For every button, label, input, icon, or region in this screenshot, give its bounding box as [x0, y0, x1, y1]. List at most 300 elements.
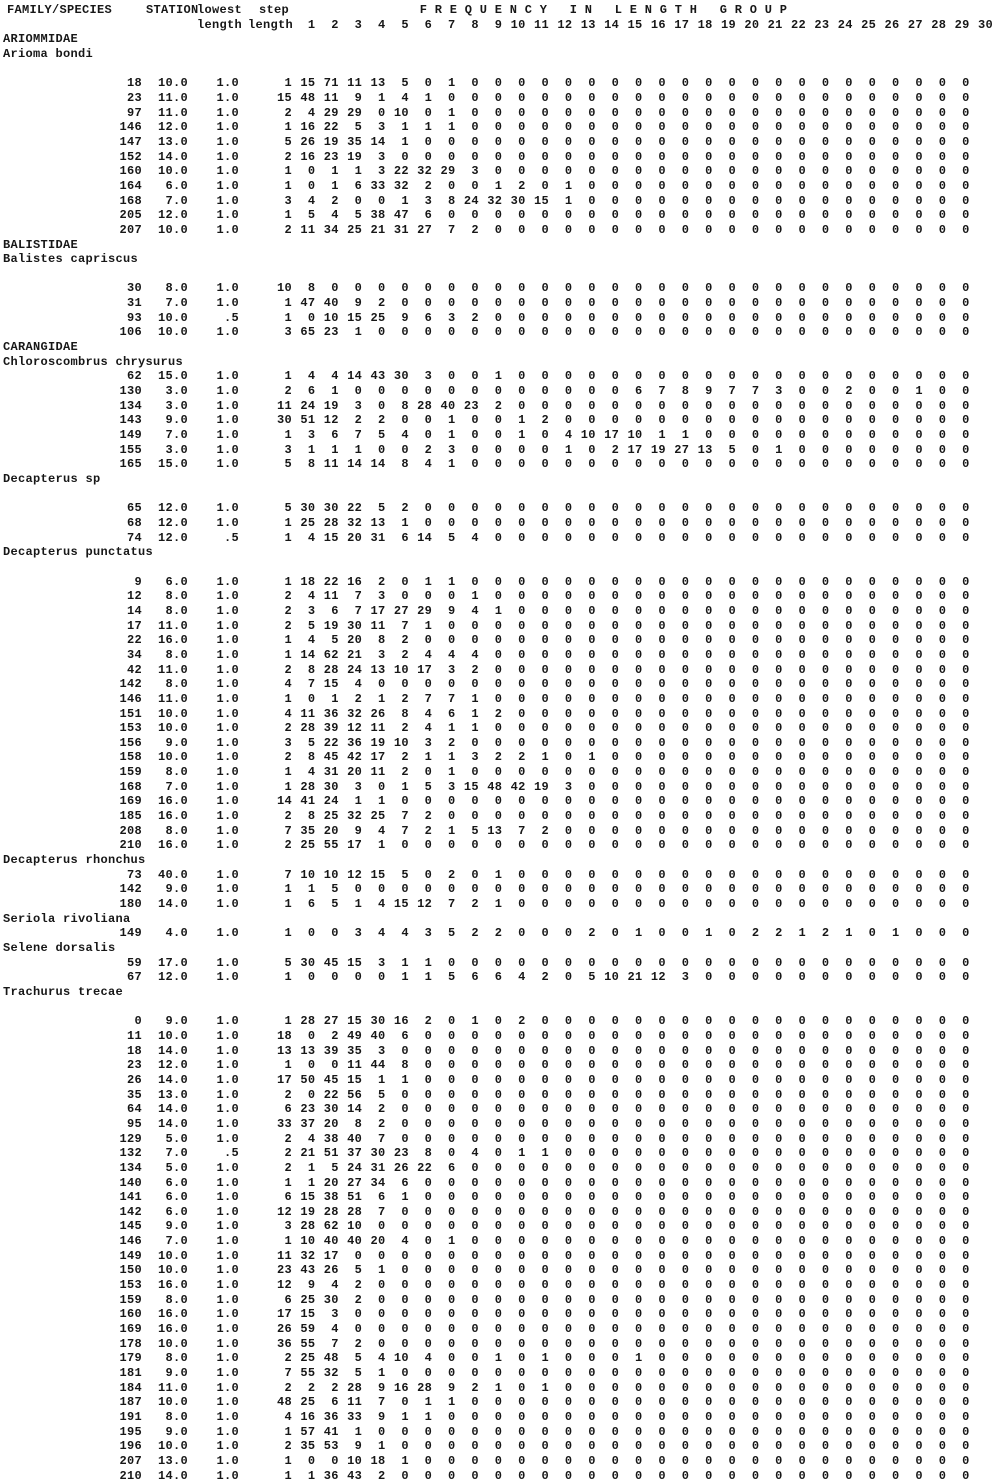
freq-cell: 62	[323, 647, 339, 662]
freq-cell: 0	[892, 1204, 900, 1219]
freq-cell: 0	[634, 325, 643, 340]
freq-cell: 0	[892, 1351, 900, 1366]
freq-cell: 22	[417, 1160, 433, 1175]
freq-cell: 0	[471, 1190, 479, 1205]
freq-cell: 0	[611, 574, 620, 589]
freq-cell: 0	[424, 589, 433, 604]
station-cell: 195	[119, 1424, 142, 1439]
freq-cell: 0	[845, 428, 853, 443]
freq-cell: 0	[962, 955, 970, 970]
data-row	[0, 692, 999, 707]
freq-cell: 0	[728, 178, 736, 193]
station-cell: 132	[119, 1146, 142, 1161]
freq-cell: 0	[354, 281, 363, 296]
freq-cell: 1	[284, 178, 292, 193]
freq-cell: 0	[868, 1160, 877, 1175]
freq-cell: 0	[938, 428, 947, 443]
freq-cell: 0	[938, 1087, 947, 1102]
freq-cell: 0	[611, 589, 620, 604]
lowest-length-cell: 11.0	[157, 691, 188, 706]
data-row	[0, 721, 999, 736]
freq-cell: 0	[518, 735, 526, 750]
species-name: Arioma bondi	[3, 46, 94, 61]
freq-cell: 0	[705, 794, 713, 809]
freq-cell: 0	[775, 1395, 783, 1410]
freq-cell: 0	[868, 1190, 877, 1205]
freq-cell: 0	[658, 867, 666, 882]
length-group-column-header: 22	[791, 17, 807, 32]
data-row	[0, 208, 999, 223]
freq-cell: 6	[448, 1160, 456, 1175]
freq-cell: 0	[541, 867, 550, 882]
freq-cell: 0	[798, 105, 807, 120]
freq-cell: 0	[634, 691, 643, 706]
freq-cell: 0	[681, 926, 690, 941]
lowest-length-cell: 14.0	[157, 1043, 188, 1058]
step-length-cell: 1.0	[216, 1058, 239, 1073]
freq-cell: 0	[634, 882, 643, 897]
freq-cell: 37	[300, 1116, 316, 1131]
station-cell: 165	[119, 457, 142, 472]
freq-cell: 0	[658, 794, 666, 809]
station-cell: 140	[119, 1175, 142, 1190]
freq-cell: 0	[401, 1322, 409, 1337]
freq-cell: 0	[938, 662, 947, 677]
freq-cell: 22	[393, 164, 409, 179]
station-cell: 185	[119, 809, 142, 824]
freq-cell: 30	[370, 1014, 386, 1029]
freq-cell: 0	[634, 296, 643, 311]
freq-cell: 0	[821, 1131, 830, 1146]
freq-cell: 1	[284, 1014, 292, 1029]
freq-cell: 0	[728, 1278, 736, 1293]
freq-cell: 0	[728, 325, 736, 340]
freq-cell: 0	[424, 1439, 433, 1454]
freq-cell: 0	[938, 384, 947, 399]
freq-cell: 0	[938, 691, 947, 706]
freq-cell: 0	[611, 398, 620, 413]
freq-cell: 10	[393, 662, 409, 677]
freq-cell: 0	[868, 1424, 877, 1439]
freq-cell: 0	[611, 882, 620, 897]
freq-cell: 0	[634, 1439, 643, 1454]
freq-cell: 15	[323, 530, 339, 545]
freq-cell: 0	[448, 369, 456, 384]
station-cell: 191	[119, 1410, 142, 1424]
step-length-cell: 1.0	[216, 384, 239, 399]
freq-cell: 0	[588, 1395, 596, 1410]
freq-cell: 0	[541, 618, 550, 633]
freq-cell: 0	[915, 281, 923, 296]
freq-cell: 0	[892, 222, 900, 237]
freq-cell: 0	[541, 633, 550, 648]
freq-cell: 1	[634, 926, 643, 941]
freq-cell: 0	[518, 1116, 526, 1131]
lowest-length-cell: 8.0	[165, 603, 188, 618]
freq-cell: 8	[401, 457, 409, 472]
freq-cell: 2	[354, 413, 363, 428]
freq-cell: 0	[448, 1468, 456, 1483]
freq-cell: 28	[323, 515, 339, 530]
freq-cell: 4	[401, 1234, 409, 1249]
data-row	[0, 956, 999, 971]
station-cell: 97	[126, 105, 142, 120]
freq-cell: 0	[658, 164, 666, 179]
data-row	[0, 1058, 999, 1073]
freq-cell: 0	[518, 384, 526, 399]
freq-cell: 0	[868, 501, 877, 516]
blank-row	[0, 1000, 999, 1015]
station-cell: 145	[119, 1219, 142, 1234]
freq-cell: 0	[915, 369, 923, 384]
freq-cell: 19	[323, 398, 339, 413]
freq-cell: 0	[424, 325, 433, 340]
freq-cell: 0	[564, 1468, 573, 1483]
freq-cell: 1	[541, 1351, 550, 1366]
freq-cell: 0	[938, 325, 947, 340]
freq-cell: 0	[821, 1204, 830, 1219]
freq-cell: 0	[494, 1278, 503, 1293]
freq-cell: 25	[347, 222, 363, 237]
freq-cell: 0	[681, 1043, 690, 1058]
freq-cell: 19	[370, 735, 386, 750]
freq-cell: 0	[775, 296, 783, 311]
freq-cell: 0	[938, 1468, 947, 1483]
freq-cell: 1	[705, 926, 713, 941]
freq-cell: 0	[541, 574, 550, 589]
freq-cell: 0	[681, 1351, 690, 1366]
freq-cell: 0	[611, 838, 620, 853]
freq-cell: 0	[658, 1395, 666, 1410]
lowest-header: lowest	[196, 3, 242, 17]
freq-cell: 0	[892, 1380, 900, 1395]
freq-cell: 0	[845, 76, 853, 91]
freq-cell: 7	[728, 384, 736, 399]
freq-cell: 0	[471, 1278, 479, 1293]
lowest-length-cell: 10.0	[157, 1263, 188, 1278]
freq-cell: 0	[681, 1410, 690, 1424]
freq-cell: 0	[868, 1175, 877, 1190]
freq-cell: 1	[541, 1146, 550, 1161]
freq-cell: 0	[658, 779, 666, 794]
freq-cell: 14	[347, 1102, 363, 1117]
freq-cell: 0	[938, 164, 947, 179]
data-row	[0, 281, 999, 296]
freq-cell: 0	[564, 1014, 573, 1029]
freq-cell: 0	[611, 647, 620, 662]
lowest-length-cell: 10.0	[157, 164, 188, 179]
freq-cell: 0	[541, 1175, 550, 1190]
freq-cell: 0	[868, 603, 877, 618]
freq-cell: 0	[892, 867, 900, 882]
freq-cell: 0	[868, 691, 877, 706]
freq-cell: 0	[424, 1292, 433, 1307]
step-length-cell: 1.0	[216, 603, 239, 618]
freq-cell: 0	[564, 1190, 573, 1205]
species-name: Balistes capriscus	[3, 252, 139, 267]
freq-cell: 1	[564, 178, 573, 193]
lowest-length-cell: 16.0	[157, 633, 188, 648]
freq-cell: 0	[775, 413, 783, 428]
freq-cell: 0	[868, 208, 877, 223]
freq-cell: 0	[448, 1043, 456, 1058]
freq-cell: 0	[938, 779, 947, 794]
data-row	[0, 1366, 999, 1381]
freq-cell: 0	[728, 647, 736, 662]
freq-cell: 0	[892, 1175, 900, 1190]
freq-cell: 7	[354, 428, 363, 443]
station-cell: 149	[119, 428, 142, 443]
freq-cell: 0	[494, 735, 503, 750]
freq-cell: 0	[705, 1058, 713, 1073]
freq-cell: 0	[798, 1424, 807, 1439]
freq-cell: 0	[681, 882, 690, 897]
freq-cell: 0	[775, 677, 783, 692]
freq-cell: 0	[845, 413, 853, 428]
freq-cell: 0	[681, 1248, 690, 1263]
freq-cell: 0	[401, 442, 409, 457]
freq-cell: 0	[938, 1072, 947, 1087]
freq-cell: 0	[845, 897, 853, 912]
freq-cell: 0	[915, 1116, 923, 1131]
freq-cell: 0	[518, 926, 526, 941]
freq-cell: 1	[377, 1072, 386, 1087]
freq-cell: 0	[448, 1219, 456, 1234]
freq-cell: 0	[658, 574, 666, 589]
freq-cell: 0	[658, 1336, 666, 1351]
freq-cell: 0	[821, 1219, 830, 1234]
freq-cell: 0	[588, 647, 596, 662]
freq-cell: 0	[471, 1160, 479, 1175]
data-row	[0, 413, 999, 428]
freq-cell: 0	[892, 970, 900, 985]
freq-cell: 0	[728, 530, 736, 545]
freq-cell: 0	[541, 1087, 550, 1102]
freq-cell: 23	[393, 1146, 409, 1161]
freq-cell: 0	[448, 1366, 456, 1381]
data-row	[0, 1351, 999, 1366]
freq-cell: 0	[705, 677, 713, 692]
lowest-length-cell: 14.0	[157, 897, 188, 912]
freq-cell: 0	[658, 662, 666, 677]
freq-cell: 0	[658, 1351, 666, 1366]
freq-cell: 0	[634, 1116, 643, 1131]
freq-cell: 0	[751, 1028, 760, 1043]
freq-cell: 0	[821, 325, 830, 340]
freq-cell: 7	[377, 1395, 386, 1410]
freq-cell: 0	[588, 193, 596, 208]
freq-cell: 30	[323, 779, 339, 794]
freq-cell: 0	[845, 222, 853, 237]
freq-cell: 0	[518, 882, 526, 897]
freq-cell: 5	[448, 970, 456, 985]
freq-cell: 0	[868, 706, 877, 721]
freq-cell: 0	[611, 1278, 620, 1293]
lowest-length-cell: 9.0	[165, 1014, 188, 1029]
freq-cell: 0	[588, 779, 596, 794]
freq-cell: 0	[448, 677, 456, 692]
freq-cell: 0	[798, 838, 807, 853]
freq-cell: 2	[284, 1087, 292, 1102]
freq-cell: 16	[300, 1410, 316, 1424]
freq-cell: 0	[681, 457, 690, 472]
freq-cell: 0	[751, 369, 760, 384]
freq-cell: 0	[728, 1468, 736, 1483]
length-group-column-header: 8	[471, 17, 479, 32]
freq-cell: 0	[728, 926, 736, 941]
freq-cell: 0	[798, 1131, 807, 1146]
frequency-in-length-group-title: F R E Q U E N C Y I N L E N G T H G R O U P	[419, 3, 788, 17]
lowest-length-cell: 3.0	[165, 442, 188, 457]
freq-cell: 0	[845, 1453, 853, 1468]
freq-cell: 15	[300, 1307, 316, 1322]
freq-cell: 5	[354, 1351, 363, 1366]
freq-cell: 0	[494, 1131, 503, 1146]
freq-cell: 0	[915, 1322, 923, 1337]
freq-cell: 0	[401, 1395, 409, 1410]
lowest-length-cell: 3.0	[165, 398, 188, 413]
station-cell: 168	[119, 193, 142, 208]
freq-cell: 0	[611, 105, 620, 120]
freq-cell: 0	[915, 1292, 923, 1307]
freq-cell: 0	[868, 457, 877, 472]
freq-cell: 0	[658, 1263, 666, 1278]
freq-cell: 0	[494, 677, 503, 692]
freq-cell: 0	[775, 90, 783, 105]
freq-cell: 0	[564, 838, 573, 853]
freq-cell: 0	[868, 1043, 877, 1058]
freq-cell: 0	[448, 1322, 456, 1337]
freq-cell: 0	[798, 677, 807, 692]
step-length-cell: 1.0	[216, 1351, 239, 1366]
freq-cell: 0	[821, 1116, 830, 1131]
freq-cell: 0	[564, 1307, 573, 1322]
freq-cell: 0	[448, 1204, 456, 1219]
freq-cell: 22	[323, 574, 339, 589]
freq-cell: 0	[448, 134, 456, 149]
freq-cell: 0	[892, 428, 900, 443]
data-row	[0, 1088, 999, 1103]
freq-cell: 0	[868, 193, 877, 208]
freq-cell: 0	[938, 442, 947, 457]
freq-cell: 0	[681, 1116, 690, 1131]
lowest-length-cell: 16.0	[157, 1278, 188, 1293]
freq-cell: 0	[541, 897, 550, 912]
data-row	[0, 926, 999, 941]
data-row	[0, 399, 999, 414]
freq-cell: 47	[300, 296, 316, 311]
freq-cell: 23	[276, 1263, 292, 1278]
freq-cell: 0	[518, 105, 526, 120]
freq-cell: 0	[658, 1160, 666, 1175]
freq-cell: 3	[424, 926, 433, 941]
data-row	[0, 589, 999, 604]
freq-cell: 0	[681, 809, 690, 824]
freq-cell: 0	[681, 222, 690, 237]
freq-cell: 0	[331, 970, 339, 985]
freq-cell: 0	[751, 1116, 760, 1131]
freq-cell: 0	[705, 1072, 713, 1087]
freq-cell: 7	[331, 1336, 339, 1351]
freq-cell: 0	[705, 618, 713, 633]
freq-cell: 1	[307, 1175, 316, 1190]
freq-cell: 0	[938, 120, 947, 135]
freq-cell: 0	[611, 926, 620, 941]
freq-cell: 0	[681, 413, 690, 428]
step-length-cell: 1.0	[216, 398, 239, 413]
freq-cell: 0	[751, 530, 760, 545]
freq-cell: 0	[775, 1190, 783, 1205]
freq-cell: 0	[681, 574, 690, 589]
station-cell: 149	[119, 926, 142, 941]
freq-cell: 0	[751, 955, 760, 970]
freq-cell: 0	[658, 1322, 666, 1337]
data-row	[0, 794, 999, 809]
data-row	[0, 1044, 999, 1059]
length-group-column-header: 14	[604, 17, 620, 32]
freq-cell: 0	[518, 120, 526, 135]
freq-cell: 0	[611, 1351, 620, 1366]
freq-cell: 0	[588, 1014, 596, 1029]
freq-cell: 0	[962, 647, 970, 662]
freq-cell: 7	[307, 677, 316, 692]
freq-cell: 28	[300, 779, 316, 794]
station-cell: 208	[119, 823, 142, 838]
freq-cell: 4	[518, 970, 526, 985]
freq-cell: 0	[962, 926, 970, 941]
freq-cell: 0	[494, 633, 503, 648]
freq-cell: 3	[307, 428, 316, 443]
freq-cell: 0	[775, 867, 783, 882]
freq-cell: 0	[962, 838, 970, 853]
freq-cell: 0	[798, 721, 807, 736]
freq-cell: 0	[845, 1336, 853, 1351]
freq-cell: 0	[821, 603, 830, 618]
freq-cell: 0	[775, 1248, 783, 1263]
species-row	[0, 985, 999, 1000]
freq-cell: 0	[845, 633, 853, 648]
freq-cell: 0	[705, 1204, 713, 1219]
freq-cell: 0	[938, 1410, 947, 1424]
freq-cell: 0	[401, 1336, 409, 1351]
freq-cell: 0	[611, 120, 620, 135]
freq-cell: 0	[494, 1204, 503, 1219]
freq-cell: 0	[564, 750, 573, 765]
freq-cell: 0	[541, 1263, 550, 1278]
length-group-column-header: 15	[627, 17, 643, 32]
blank-row	[0, 62, 999, 77]
freq-cell: 9	[448, 1380, 456, 1395]
freq-cell: 0	[611, 1366, 620, 1381]
freq-cell: 0	[915, 164, 923, 179]
station-cell: 153	[119, 721, 142, 736]
freq-cell: 0	[518, 1380, 526, 1395]
freq-cell: 1	[284, 970, 292, 985]
freq-cell: 0	[705, 1439, 713, 1454]
freq-cell: 14	[347, 369, 363, 384]
freq-cell: 4	[284, 677, 292, 692]
freq-cell: 0	[681, 1160, 690, 1175]
freq-cell: 7	[751, 384, 760, 399]
freq-cell: 0	[915, 1190, 923, 1205]
step-length-cell: 1.0	[216, 164, 239, 179]
freq-cell: 15	[323, 677, 339, 692]
freq-cell: 0	[915, 1424, 923, 1439]
freq-cell: 0	[938, 1278, 947, 1293]
freq-cell: 5	[588, 970, 596, 985]
data-row	[0, 1439, 999, 1454]
freq-cell: 1	[377, 1263, 386, 1278]
